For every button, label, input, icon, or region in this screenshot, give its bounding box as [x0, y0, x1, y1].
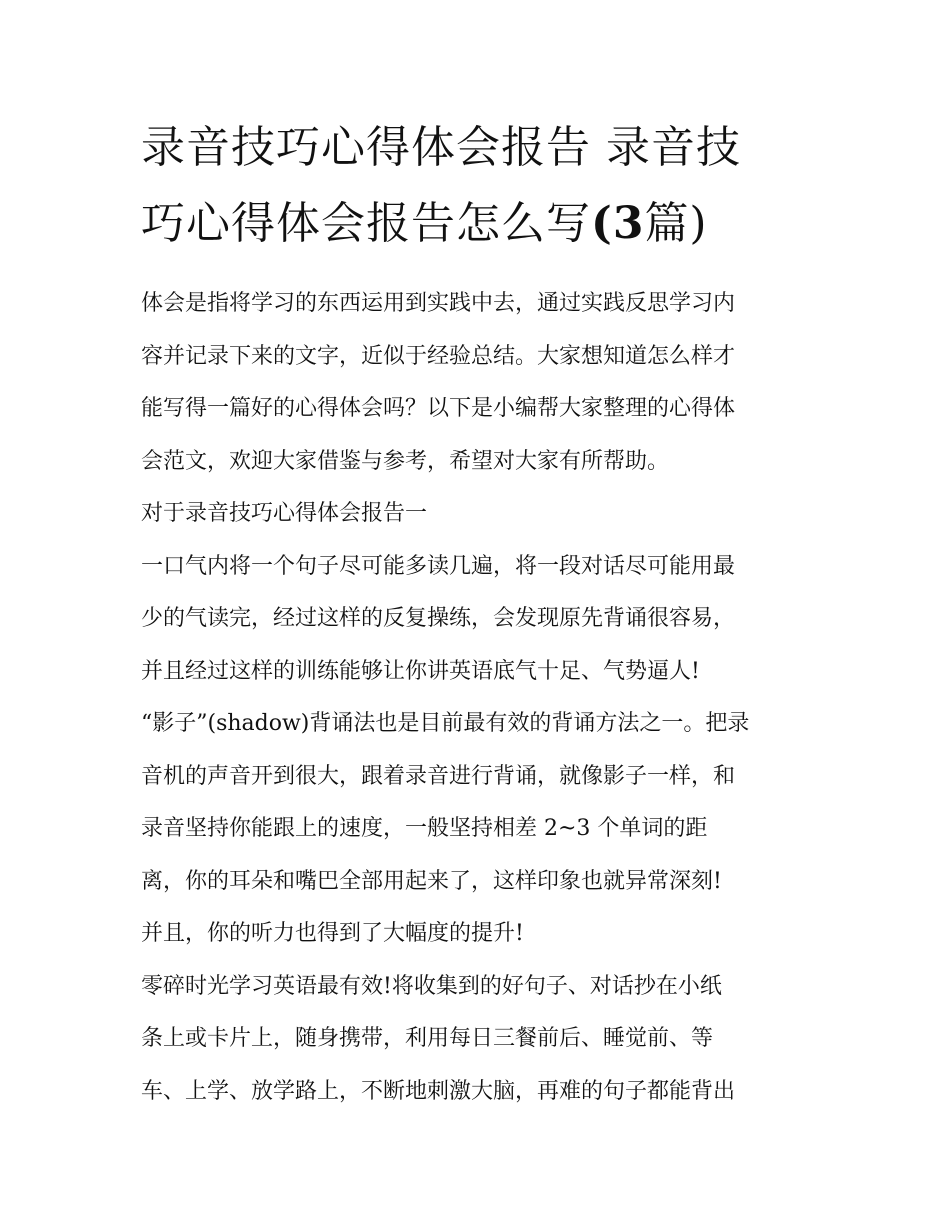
text-line: 容并记录下来的文字，近似于经验总结。大家想知道怎么样才 — [141, 343, 736, 369]
title-count: (3 — [591, 198, 645, 249]
text-line: 体会是指将学习的东西运用到实践中去，通过实践反思学习内 — [141, 291, 736, 316]
text-line: 录音坚持你能跟上的速度，一般坚持相差 2~3 个单词的距 — [141, 816, 708, 841]
text-line: 对于录音技巧心得体会报告一 — [141, 501, 428, 526]
text-line: 车、上学、放学路上，不断地刺激大脑，再难的句子都能背出 — [141, 1078, 736, 1104]
text-line: 一口气内将一个句子尽可能多读几遍，将一段对话尽可能用最 — [141, 553, 736, 579]
paragraph-breath — [141, 541, 813, 699]
text-line: 离，你的耳朵和嘴巴全部用起来了，这样印象也就异常深刻! — [141, 868, 722, 894]
document-title — [141, 110, 813, 262]
title-line-1: 录音技巧心得体会报告 录音技 — [141, 122, 741, 173]
text-line: 零碎时光学习英语最有效!将收集到的好句子、对话抄在小纸 — [141, 973, 722, 999]
text-line: 少的气读完，经过这样的反复操练，会发现原先背诵很容易， — [141, 606, 736, 631]
title-line-2-main: 巧心得体会报告怎么写 — [141, 198, 591, 249]
text-line: “影子”(shadow)背诵法也是目前最有效的背诵方法之一。把录 — [141, 711, 750, 736]
text-line: 能写得一篇好的心得体会吗？以下是小编帮大家整理的心得体 — [141, 396, 736, 421]
text-line: 并且，你的听力也得到了大幅度的提升! — [141, 921, 524, 946]
paragraph-shadow — [141, 698, 813, 961]
section-heading — [141, 488, 813, 541]
paragraph-intro — [141, 278, 813, 488]
text-line: 条上或卡片上，随身携带，利用每日三餐前后、睡觉前、等 — [141, 1026, 714, 1051]
text-line: 音机的声音开到很大，跟着录音进行背诵，就像影子一样，和 — [141, 763, 736, 789]
text-line: 并且经过这样的训练能够让你讲英语底气十足、气势逼人! — [141, 658, 700, 684]
title-line-2 — [141, 186, 813, 262]
document-body — [141, 278, 813, 1118]
title-line-2-end: 篇) — [644, 198, 708, 249]
paragraph-spare-time — [141, 961, 813, 1119]
text-line: 会范文，欢迎大家借鉴与参考，希望对大家有所帮助。 — [141, 448, 670, 474]
document-page — [141, 110, 813, 1118]
